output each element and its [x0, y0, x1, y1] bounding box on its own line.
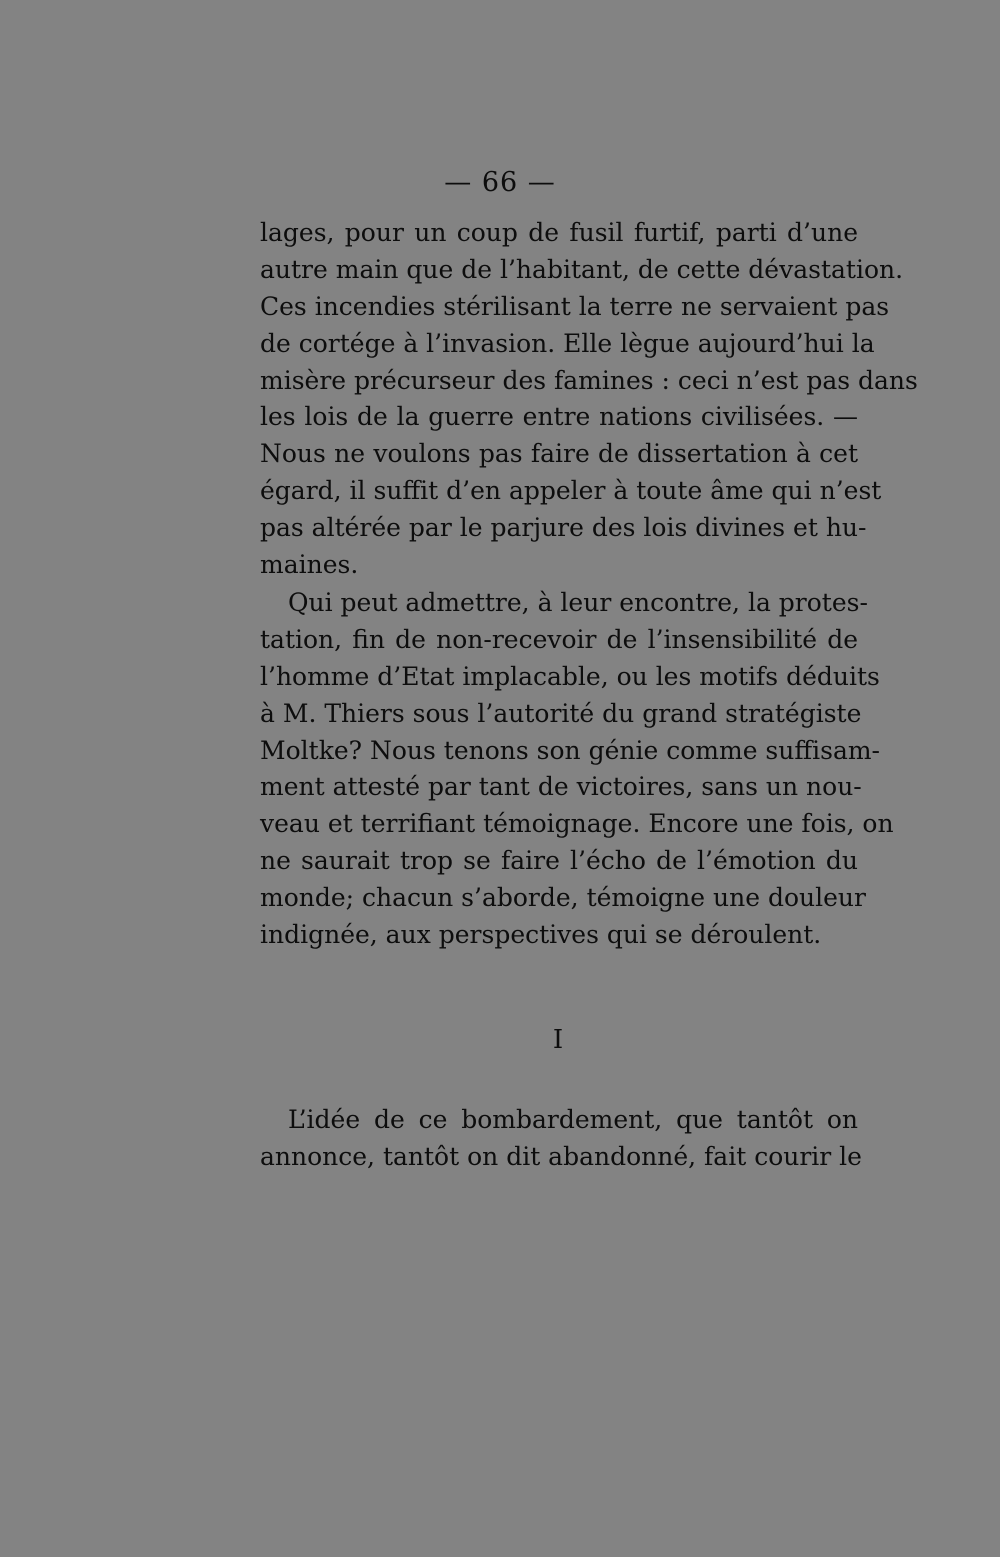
text-line: monde; chacun s’aborde, témoigne une douleur: [260, 883, 866, 913]
text-line: autre main que de l’habitant, de cette dévastation.: [260, 254, 904, 284]
text-line: Nous ne voulons pas faire de dissertation à cet: [260, 439, 858, 469]
text-line: ne saurait trop se faire l’écho de l’émotion du: [260, 846, 858, 876]
text-line: misère précurseur des famines : ceci n’est pas dans: [260, 365, 918, 395]
text-line: indignée, aux perspectives qui se déroulent.: [260, 920, 822, 950]
page-number: — 66 —: [444, 167, 556, 198]
text-line: à M. Thiers sous l’autorité du grand stratégiste: [260, 698, 862, 728]
text-line: de cortége à l’invasion. Elle lègue aujourd’hui la: [260, 328, 875, 358]
paragraph-second: [260, 585, 894, 954]
text-line: L’idée de ce bombardement, que tantôt on: [288, 1105, 858, 1134]
paragraph-continued: [260, 215, 918, 584]
paragraph-section: [260, 1102, 862, 1176]
text-line: lages, pour un coup de fusil furtif, parti d’une: [260, 218, 858, 247]
text-line: Moltke? Nous tenons son génie comme suffisam-: [260, 735, 881, 765]
text-line: ment attesté par tant de victoires, sans un nou-: [260, 772, 862, 802]
text-line: Qui peut admettre, à leur encontre, la protes-: [288, 588, 868, 617]
text-line: pas altérée par le parjure des lois divines et hu-: [260, 513, 867, 543]
text-line: maines.: [260, 550, 359, 580]
text-line: veau et terrifiant témoignage. Encore une fois, on: [260, 809, 894, 839]
text-line: égard, il suffit d’en appeler à toute âme qui n’est: [260, 476, 882, 506]
section-heading: I: [552, 1025, 564, 1055]
text-line: tation, fin de non-recevoir de l’insensibilité de: [260, 624, 858, 654]
text-line: Ces incendies stérilisant la terre ne servaient pas: [260, 291, 890, 321]
text-line: l’homme d’Etat implacable, ou les motifs déduits: [260, 661, 880, 691]
text-line: annonce, tantôt on dit abandonné, fait courir le: [260, 1141, 862, 1171]
text-line: les lois de la guerre entre nations civilisées. —: [260, 402, 858, 432]
